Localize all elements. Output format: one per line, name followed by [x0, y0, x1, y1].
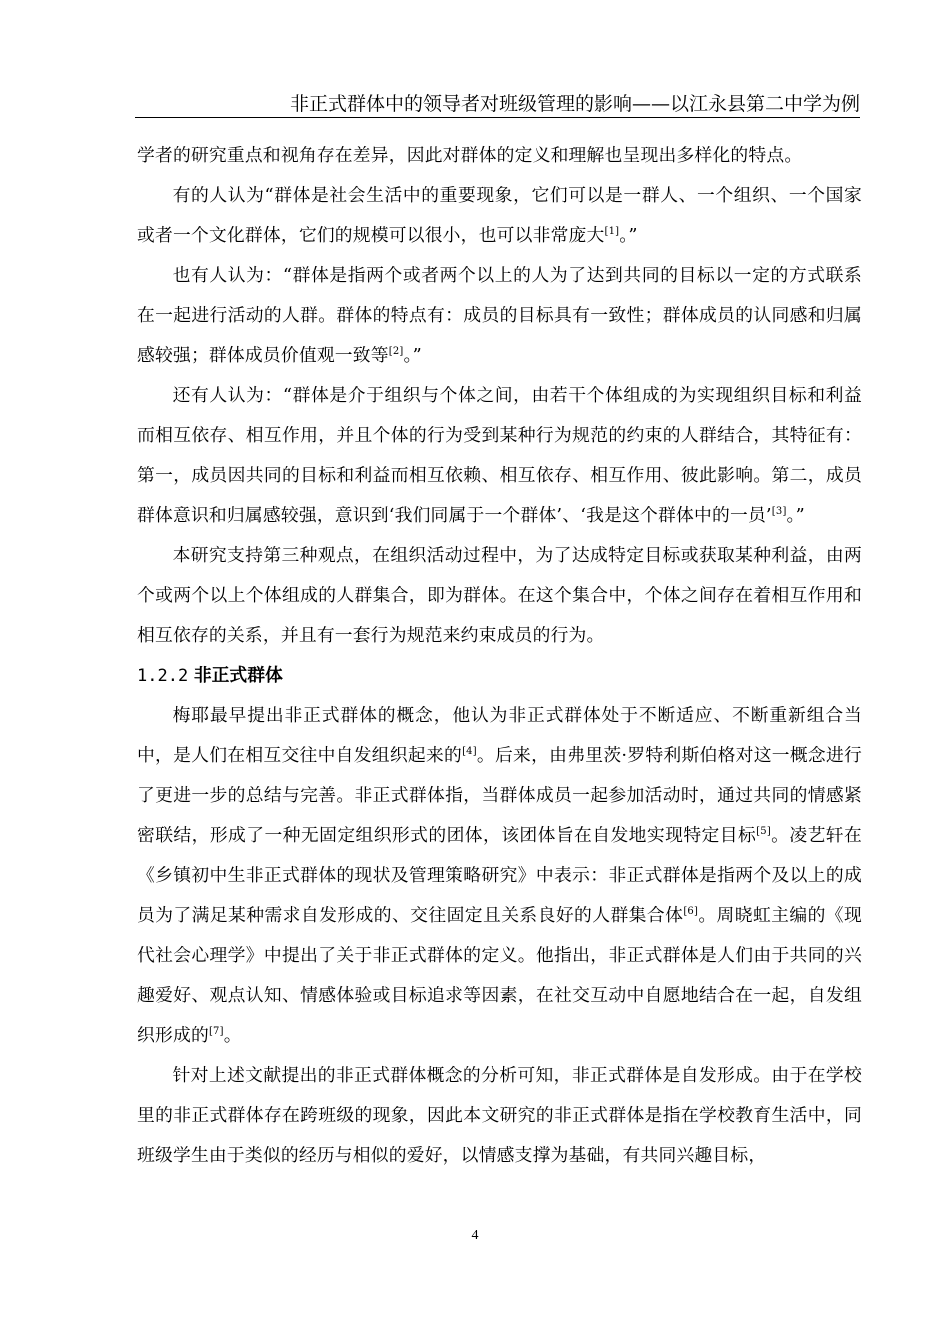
paragraph-1: [137, 136, 862, 176]
paragraph-6: [137, 696, 862, 1056]
citation-3: [3]: [771, 506, 787, 517]
paragraph-3-text: 也有人认为：“群体是指两个或者两个以上的人为了达到共同的目标以一定的方式联系在一起进行活动的人群。群体的特点有：成员的目标具有一致性；群体成员的认同感和归属感较强；群体成员价值观一致等: [137, 265, 862, 366]
paragraph-4-end: 。”: [786, 505, 805, 526]
paragraph-6-text-4: 。周晓虹主编的《现代社会心理学》中提出了关于非正式群体的定义。他指出，非正式群体是人们由于共同的兴趣爱好、观点认知、情感体验或目标追求等因素，在社交互动中自愿地结合在一起，自发组织形成的: [137, 905, 862, 1046]
body-text: [137, 136, 862, 1176]
citation-1: [1]: [604, 226, 620, 237]
paragraph-2: [137, 176, 862, 256]
paragraph-5-text: 本研究支持第三种观点，在组织活动过程中，为了达成特定目标或获取某种利益，由两个或两个以上个体组成的人群集合，即为群体。在这个集合中，个体之间存在着相互作用和相互依存的关系，并且有一套行为规范来约束成员的行为。: [137, 545, 862, 646]
paragraph-6-text-2: 。后来，由弗里茨·罗特利斯伯格对这一概念进行了更进一步的总结与完善。非正式群体指，当群体成员一起参加活动时，通过共同的情感紧密联结，形成了一种无固定组织形式的团体，该团体旨在自发地实现特定目标: [137, 745, 862, 846]
paragraph-7: [137, 1056, 862, 1176]
section-heading: [137, 656, 862, 696]
paragraph-4: [137, 376, 862, 536]
running-header: 非正式群体中的领导者对班级管理的影响——以江永县第二中学为例: [289, 93, 860, 115]
section-number: 1.2.2: [137, 666, 189, 686]
paragraph-5: [137, 536, 862, 656]
citation-6: [6]: [683, 906, 699, 917]
citation-7: [7]: [208, 1026, 224, 1037]
paragraph-3: [137, 256, 862, 376]
citation-4: [4]: [462, 746, 477, 757]
paragraph-2-text: 有的人认为“群体是社会生活中的重要现象，它们可以是一群人、一个组织、一个国家或者一个文化群体，它们的规模可以很小，也可以非常庞大: [137, 185, 862, 246]
paragraph-7-text: 针对上述文献提出的非正式群体概念的分析可知，非正式群体是自发形成。由于在学校里的非正式群体存在跨班级的现象，因此本文研究的非正式群体是指在学校教育生活中，同班级学生由于类似的经历与相似的爱好，以情感支撑为基础，有共同兴趣目标，: [137, 1065, 862, 1166]
paragraph-4-text: 还有人认为：“群体是介于组织与个体之间，由若干个体组成的为实现组织目标和利益而相互依存、相互作用，并且个体的行为受到某种行为规范的约束的人群结合，其特征有：第一，成员因共同的目标和利益而相互依赖、相互依存、相互作用、彼此影响。第二，成员群体意识和归属感较强，意识到‘我们同属于一个群体’、‘我是这个群体中的一员’: [137, 385, 862, 526]
paragraph-6-text-1: 梅耶最早提出非正式群体的概念，他认为非正式群体处于不断适应、不断重新组合当中，是人们在相互交往中自发组织起来的: [137, 705, 862, 766]
paragraph-6-text-5: 。: [223, 1025, 242, 1046]
section-title: 非正式群体: [193, 665, 283, 686]
paragraph-3-end: 。”: [403, 345, 422, 366]
paragraph-6-text-3: 。凌艺轩在《乡镇初中生非正式群体的现状及管理策略研究》中表示：非正式群体是指两个及以上的成员为了满足某种需求自发形成的、交往固定且关系良好的人群集合体: [137, 825, 862, 926]
header-rule: [135, 117, 860, 118]
page-number: 4: [471, 1228, 479, 1243]
citation-5: [5]: [756, 826, 771, 837]
paragraph-1-text: 学者的研究重点和视角存在差异，因此对群体的定义和理解也呈现出多样化的特点。: [137, 145, 803, 166]
citation-2: [2]: [388, 346, 404, 357]
paragraph-2-end: 。”: [619, 225, 638, 246]
